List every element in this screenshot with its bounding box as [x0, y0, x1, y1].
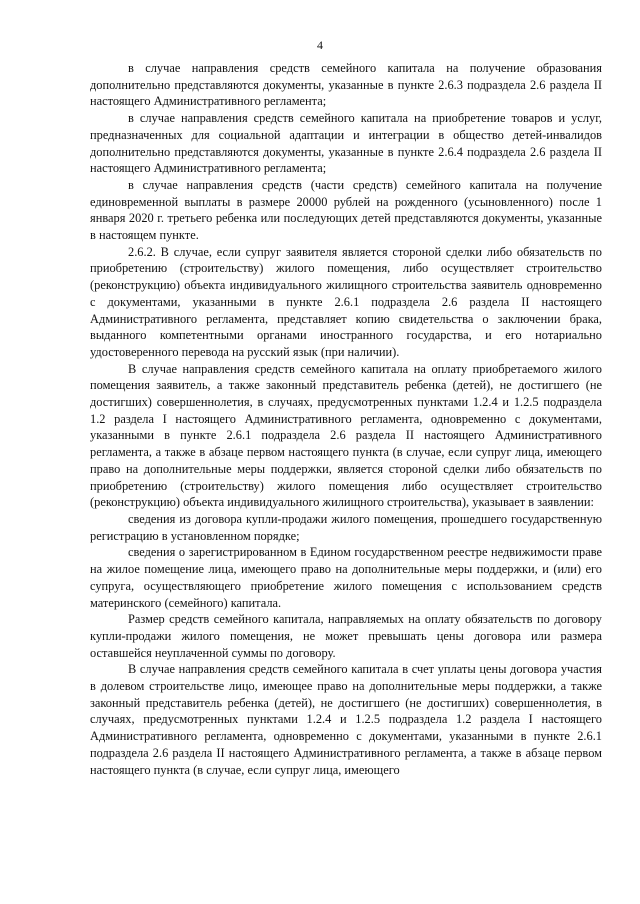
paragraph: в случае направления средств семейного капитала на получение образования дополнительно представляются документы, указанные в пункте 2.6.3 подраздела 2.6 раздела II настоящего Административного регламента;: [90, 61, 602, 109]
paragraph: В случае направления средств семейного капитала в счет уплаты цены договора участия в долевом строительстве лицо, имеющее право на дополнительные меры поддержки, а также законный представитель ребенка (детей), не достигшего (не достигших) совершеннолетия, в случаях, предусмотренных пунктами 1.2.4 и 1.2.5 подраздела 1.2 раздела I настоящего Административного регламента, одновременно с документами, указанными в пункте 2.6.1 подраздела 2.6 раздела II настоящего Административного регламента, а также в абзаце первом настоящего пункта (в случае, если супруг лица, имеющего: [90, 662, 602, 777]
page-number: 4: [317, 38, 323, 52]
paragraph: 2.6.2. В случае, если супруг заявителя является стороной сделки либо обязательств по приобретению (строительству) жилого помещения, либо осуществляет строительство (реконструкцию) объекта индивидуального жилищного строительства заявитель одновременно с документами, указанными в пункте 2.6.1 подраздела 2.6 раздела II настоящего Административного регламента, представляет копию свидетельства о заключении брака, выданного компетентными органами иностранного государства, и его нотариально удостоверенного перевода на русский язык (при наличии).: [90, 244, 602, 359]
paragraph: Размер средств семейного капитала, направляемых на оплату обязательств по договору купли-продажи жилого помещения, не может превышать цены договора или размера оставшейся неуплаченной суммы по договору.: [90, 612, 602, 660]
document-body: [90, 60, 602, 778]
paragraph: В случае направления средств семейного капитала на оплату приобретаемого жилого помещения заявитель, а также законный представитель ребенка (детей), не достигшего (не достигших) совершеннолетия, в случаях, предусмотренных пунктами 1.2.4 и 1.2.5 подраздела 1.2 раздела I настоящего Административного регламента, одновременно с документами, указанными в пункте 2.6.1 подраздела 2.6 раздела II настоящего Административного регламента, а также в абзаце первом настоящего пункта (в случае, если супруг лица, имеющего право на дополнительные меры поддержки, является стороной сделки либо обязательств по приобретению (строительству) жилого помещения либо осуществляет строительство (реконструкцию) объекта индивидуального жилищного строительства), указывает в заявлении:: [90, 361, 602, 510]
paragraph: в случае направления средств (части средств) семейного капитала на получение единовременной выплаты в размере 20000 рублей на рожденного (усыновленного) после 1 января 2020 г. третьего ребенка или последующих детей представляются документы, указанные в настоящем пункте.: [90, 177, 602, 243]
paragraph: в случае направления средств семейного капитала на приобретение товаров и услуг, предназначенных для социальной адаптации и интеграции в общество детей-инвалидов дополнительно представляются документы, указанные в пункте 2.6.4 подраздела 2.6 раздела II настоящего Административного регламента;: [90, 111, 602, 176]
paragraph: сведения из договора купли-продажи жилого помещения, прошедшего государственную регистрацию в установленном порядке;: [90, 511, 602, 543]
paragraph: сведения о зарегистрированном в Едином государственном реестре недвижимости праве на жилое помещение лица, имеющего право на дополнительные меры поддержки, и (или) его супруга, осуществляющего приобретение жилого помещения с использованием средств материнского (семейного) капитала.: [90, 545, 602, 610]
